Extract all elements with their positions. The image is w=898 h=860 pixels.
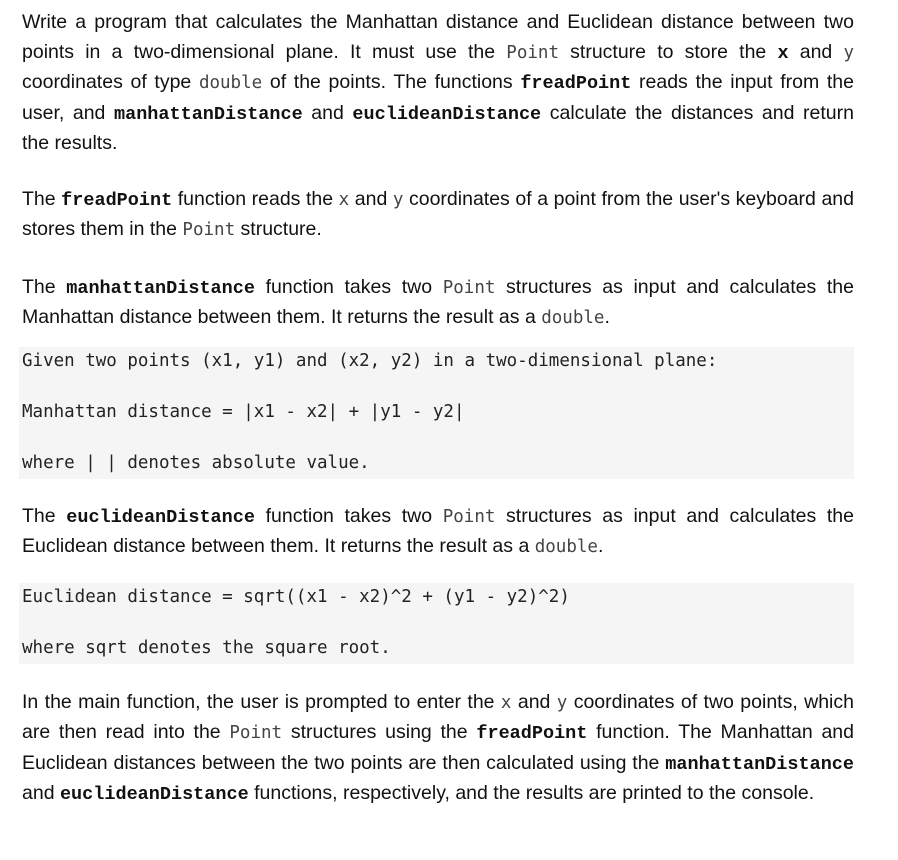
- text: structure to store the: [558, 40, 778, 63]
- code-line: Euclidean distance = sqrt((x1 - x2)^2 + (y1 - y2)^2): [22, 586, 570, 607]
- text: and: [511, 690, 557, 713]
- freadpoint-paragraph: [22, 185, 854, 246]
- code-x: x: [500, 692, 512, 713]
- text: .: [604, 306, 610, 328]
- text: function takes two: [254, 504, 443, 527]
- text: The: [22, 275, 67, 298]
- code-x: x: [338, 189, 350, 210]
- text: In the main function, the user is prompted to enter the: [22, 690, 501, 713]
- code-point: Point: [442, 277, 496, 298]
- code-point: Point: [506, 42, 559, 63]
- code-freadpoint: freadPoint: [476, 723, 588, 744]
- code-euclideandistance: euclideanDistance: [352, 103, 542, 125]
- text: and: [302, 101, 353, 124]
- text: function. The Manhattan and Euclidean distances between the two points are then calculated using the: [22, 721, 854, 774]
- text: structures as input and calculates the Manhattan distance between them. It returns the result as a: [22, 275, 854, 328]
- code-euclideandistance: euclideanDistance: [66, 506, 255, 528]
- code-line: where sqrt denotes the square root.: [22, 637, 391, 658]
- text: The: [22, 504, 67, 527]
- euclidean-paragraph: [22, 502, 854, 563]
- text: coordinates of a point from the user's keyboard and stores them in the: [22, 187, 854, 240]
- text: calculate the distances and return the results.: [22, 101, 854, 154]
- code-point: Point: [229, 723, 283, 743]
- code-y: y: [556, 692, 568, 713]
- text: .: [597, 535, 604, 557]
- text: and: [22, 782, 60, 804]
- text: Write a program that calculates the Manhattan distance and Euclidean distance between two points in a two-dimensional plane. It must use the: [22, 11, 854, 63]
- code-point: Point: [442, 506, 496, 527]
- text: of the points. The functions: [262, 71, 521, 93]
- code-double: double: [541, 308, 605, 328]
- text: function reads the: [172, 187, 339, 210]
- text: functions, respectively, and the results are printed to the console.: [248, 782, 815, 804]
- code-point: Point: [182, 220, 236, 240]
- text: function takes two: [254, 275, 443, 298]
- text: reads the input from the user, and: [22, 71, 854, 124]
- code-freadpoint: freadPoint: [520, 73, 632, 94]
- code-manhattandistance: manhattanDistance: [665, 753, 854, 775]
- text: coordinates of type: [22, 71, 199, 93]
- text: structures as input and calculates the Euclidean distance between them. It returns the result as a: [22, 504, 854, 557]
- code-line: Manhattan distance = |x1 - x2| + |y1 - y2|: [22, 401, 465, 422]
- intro-paragraph: [22, 8, 854, 159]
- code-manhattandistance: manhattanDistance: [113, 103, 303, 125]
- code-freadpoint: freadPoint: [61, 189, 173, 211]
- code-x: x: [777, 42, 789, 64]
- code-manhattandistance: manhattanDistance: [66, 277, 255, 299]
- code-double: double: [198, 73, 263, 93]
- text: coordinates of two points, which are then read into the: [22, 690, 854, 743]
- manhattan-paragraph: [22, 273, 854, 334]
- manhattan-formula-block: [19, 347, 854, 479]
- text: structure.: [235, 218, 322, 240]
- code-y: y: [843, 42, 854, 63]
- text: and: [349, 187, 393, 210]
- euclidean-formula-block: [19, 583, 854, 664]
- code-y: y: [392, 189, 404, 210]
- code-euclideandistance: euclideanDistance: [59, 784, 249, 805]
- text: structures using the: [282, 721, 477, 743]
- code-double: double: [534, 537, 598, 557]
- code-line: where | | denotes absolute value.: [22, 452, 370, 473]
- main-function-paragraph: [22, 688, 854, 810]
- text: The: [22, 187, 62, 210]
- document-page: [22, 8, 854, 810]
- text: and: [788, 40, 844, 63]
- code-line: Given two points (x1, y1) and (x2, y2) in a two-dimensional plane:: [22, 350, 718, 371]
